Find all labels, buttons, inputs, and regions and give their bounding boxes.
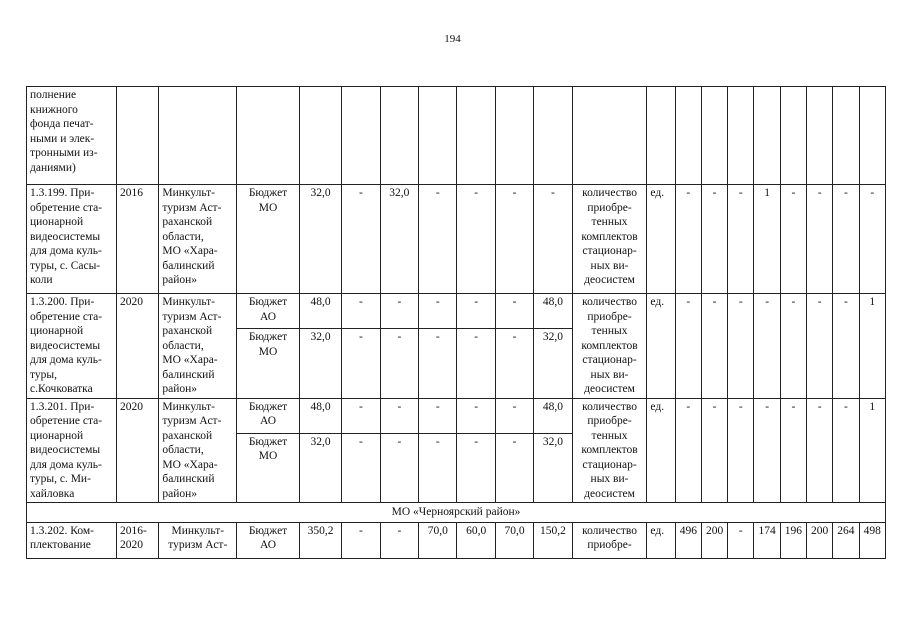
- indicator-value: 498: [859, 522, 885, 558]
- indicator-value: -: [675, 294, 701, 399]
- funding-value: -: [495, 294, 533, 329]
- indicator-value: -: [675, 398, 701, 503]
- funding-value: -: [419, 294, 457, 329]
- funding-total: 32,0: [299, 433, 341, 502]
- funding-value: -: [495, 398, 533, 433]
- activity-year: 2020: [116, 294, 158, 399]
- table-row: [27, 294, 886, 329]
- indicator-value: -: [859, 185, 885, 294]
- page-number: 194: [444, 33, 461, 45]
- funding-value: -: [495, 185, 533, 294]
- indicator-value: -: [780, 185, 806, 294]
- indicator-value: 1: [859, 398, 885, 503]
- table-row: [27, 87, 886, 185]
- funding-source: Бюджет АО: [237, 294, 300, 329]
- funding-value: -: [380, 398, 418, 433]
- funding-source: Бюджет АО: [237, 522, 300, 558]
- indicator-value: 174: [754, 522, 780, 558]
- activity-executor: Минкульт- туризм Аст- раханской области, МО «Хара- балинский район»: [159, 294, 237, 399]
- funding-value: 70,0: [495, 522, 533, 558]
- indicator-value: -: [675, 185, 701, 294]
- indicator-value: -: [728, 398, 754, 503]
- funding-value: -: [495, 433, 533, 502]
- funding-value: 150,2: [534, 522, 572, 558]
- indicator-unit: ед.: [647, 294, 675, 399]
- activity-name: 1.3.201. При- обретение ста- ционарной видеосистемы для дома куль- туры, с. Ми- хайловка: [27, 398, 117, 503]
- funding-source: Бюджет МО: [237, 185, 300, 294]
- indicator-value: 1: [754, 185, 780, 294]
- funding-value: -: [380, 522, 418, 558]
- funding-value: 48,0: [534, 398, 572, 433]
- indicator-value: -: [701, 294, 727, 399]
- indicator-value: -: [807, 398, 833, 503]
- program-table: [26, 86, 886, 559]
- funding-value: -: [457, 294, 495, 329]
- funding-source: Бюджет АО: [237, 398, 300, 433]
- funding-source: Бюджет МО: [237, 329, 300, 398]
- funding-value: -: [342, 185, 380, 294]
- indicator-unit: ед.: [647, 522, 675, 558]
- funding-value: -: [342, 294, 380, 329]
- table-row: [27, 398, 886, 433]
- indicator-value: -: [807, 185, 833, 294]
- indicator-name: количество приобре-: [572, 522, 647, 558]
- indicator-value: -: [754, 294, 780, 399]
- section-row: [27, 503, 886, 523]
- indicator-value: -: [780, 398, 806, 503]
- indicator-name: количество приобре- тенных комплектов стационар- ных ви- деосистем: [572, 294, 647, 399]
- indicator-value: -: [833, 294, 859, 399]
- funding-value: -: [380, 294, 418, 329]
- funding-total: 32,0: [299, 185, 341, 294]
- activity-executor: Минкульт- туризм Аст- раханской области, МО «Хара- балинский район»: [159, 185, 237, 294]
- indicator-value: -: [833, 185, 859, 294]
- activity-executor: Минкульт- туризм Аст-: [159, 522, 237, 558]
- funding-value: 32,0: [534, 329, 572, 398]
- funding-value: -: [457, 329, 495, 398]
- funding-value: -: [419, 185, 457, 294]
- funding-total: 48,0: [299, 398, 341, 433]
- funding-value: -: [342, 522, 380, 558]
- activity-name: 1.3.200. При- обретение ста- ционарной видеосистемы для дома куль- туры, с.Кочковатка: [27, 294, 117, 399]
- funding-value: -: [342, 329, 380, 398]
- indicator-name: количество приобре- тенных комплектов стационар- ных ви- деосистем: [572, 398, 647, 503]
- indicator-value: 264: [833, 522, 859, 558]
- activity-name: 1.3.202. Ком- плектование: [27, 522, 117, 558]
- indicator-value: -: [780, 294, 806, 399]
- activity-year: 2020: [116, 398, 158, 503]
- indicator-value: 1: [859, 294, 885, 399]
- activity-executor: Минкульт- туризм Аст- раханской области, МО «Хара- балинский район»: [159, 398, 237, 503]
- funding-source: Бюджет МО: [237, 433, 300, 502]
- indicator-value: -: [807, 294, 833, 399]
- funding-value: -: [457, 185, 495, 294]
- funding-value: -: [457, 433, 495, 502]
- funding-value: -: [419, 398, 457, 433]
- funding-value: 32,0: [380, 185, 418, 294]
- indicator-name: количество приобре- тенных комплектов стационар- ных ви- деосистем: [572, 185, 647, 294]
- indicator-value: -: [754, 398, 780, 503]
- table-row: [27, 185, 886, 294]
- indicator-value: -: [728, 294, 754, 399]
- funding-value: -: [534, 185, 572, 294]
- indicator-value: -: [833, 398, 859, 503]
- activity-year: 2016- 2020: [116, 522, 158, 558]
- indicator-value: 196: [780, 522, 806, 558]
- activity-name: полнение книжного фонда печат- ными и элек- тронными из- даниями): [27, 87, 117, 185]
- indicator-value: 200: [701, 522, 727, 558]
- funding-value: -: [457, 398, 495, 433]
- funding-value: -: [495, 329, 533, 398]
- funding-total: 350,2: [299, 522, 341, 558]
- indicator-value: -: [728, 185, 754, 294]
- funding-value: -: [419, 329, 457, 398]
- funding-value: 60,0: [457, 522, 495, 558]
- funding-value: -: [380, 329, 418, 398]
- funding-total: 32,0: [299, 329, 341, 398]
- activity-name: 1.3.199. При- обретение ста- ционарной видеосистемы для дома куль- туры, с. Сасы- коли: [27, 185, 117, 294]
- table-row: [27, 522, 886, 558]
- indicator-unit: ед.: [647, 398, 675, 503]
- funding-value: -: [419, 433, 457, 502]
- funding-value: 70,0: [419, 522, 457, 558]
- funding-value: -: [342, 433, 380, 502]
- indicator-unit: ед.: [647, 185, 675, 294]
- funding-value: -: [380, 433, 418, 502]
- funding-total: 48,0: [299, 294, 341, 329]
- indicator-value: -: [728, 522, 754, 558]
- funding-value: 48,0: [534, 294, 572, 329]
- activity-year: 2016: [116, 185, 158, 294]
- indicator-value: -: [701, 398, 727, 503]
- indicator-value: -: [701, 185, 727, 294]
- indicator-value: 200: [807, 522, 833, 558]
- section-title: МО «Черноярский район»: [27, 503, 886, 523]
- funding-value: -: [342, 398, 380, 433]
- funding-value: 32,0: [534, 433, 572, 502]
- indicator-value: 496: [675, 522, 701, 558]
